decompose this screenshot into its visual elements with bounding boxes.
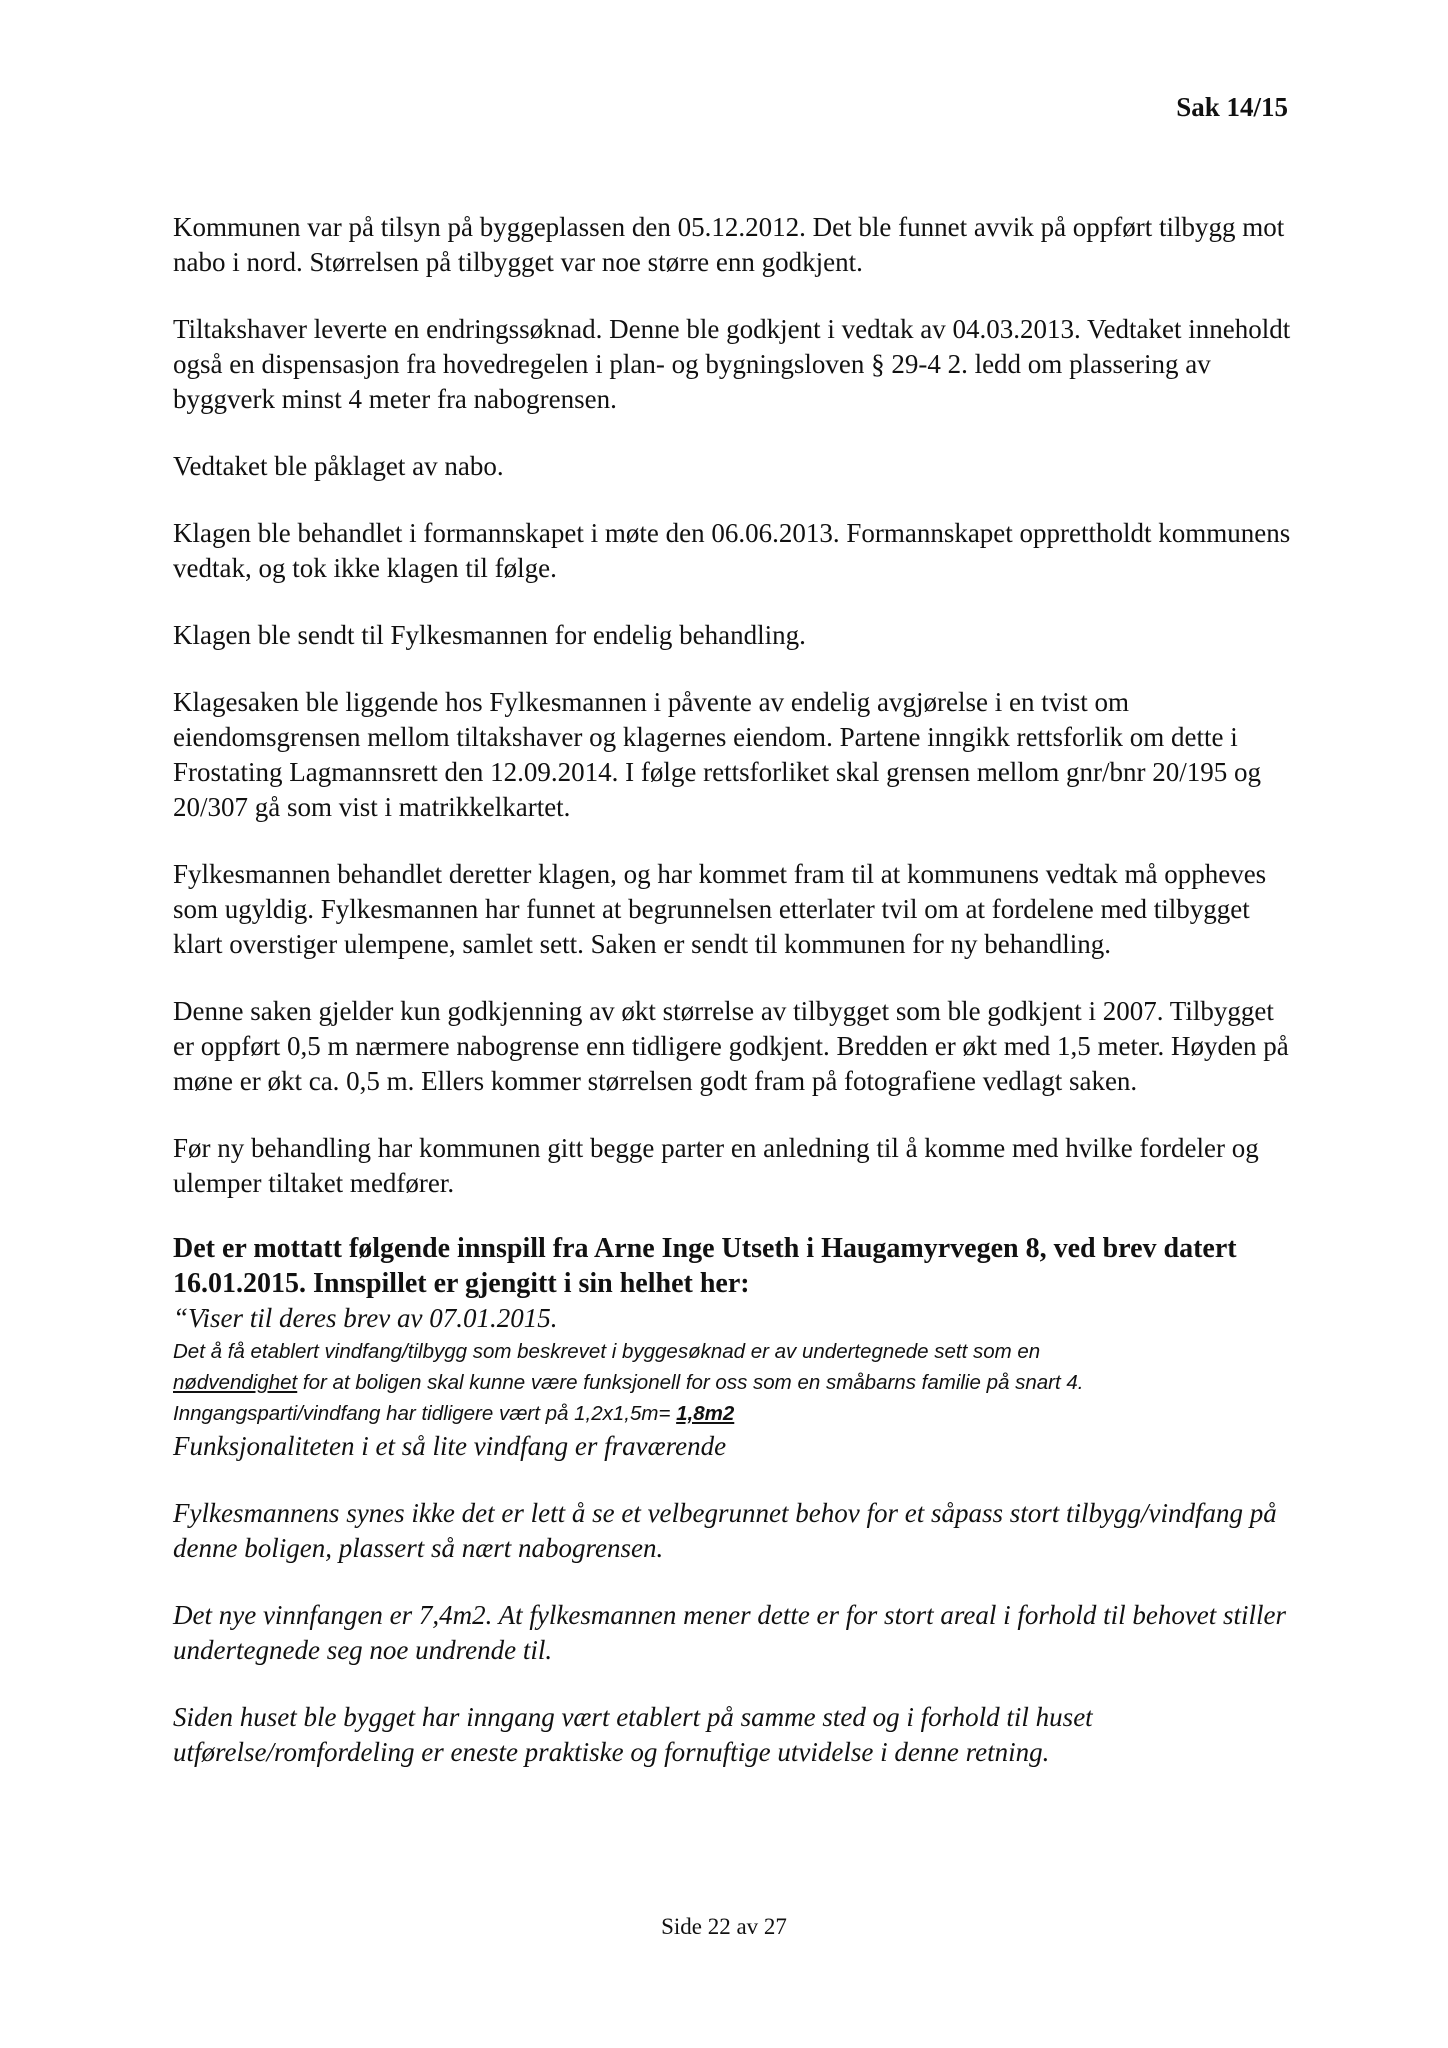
page-footer: Side 22 av 27: [661, 1914, 787, 1939]
quote-sans-line-2-rest: for at boligen skal kunne være funksjonell for oss som en småbarns familie på snart 4.: [297, 1371, 1084, 1394]
quote-new-area: Det nye vinnfangen er 7,4m2. At fylkesmannen mener dette er for stort areal i forhold til behovet stiller undertegnede seg noe undrende til.: [173, 1600, 1287, 1665]
paragraph-committee: Klagen ble behandlet i formannskapet i møte den 06.06.2013. Formannskapet opprettholdt kommunens vedtak, og tok ikke klagen til følge.: [173, 518, 1291, 583]
quote-sans-line-3-start: Inngangsparti/vindfang har tidligere vært på 1,2x1,5m=: [173, 1402, 677, 1425]
quote-entrance-history: Siden huset ble bygget har inngang vært etablert på samme sted og i forhold til huset utførelse/romfordeling er eneste praktiske og fornuftige utvidelse i denne retning.: [173, 1702, 1093, 1767]
quote-county-view: Fylkesmannens synes ikke det er lett å se et velbegrunnet behov for et såpass stort tilbygg/vindfang på denne boligen, plassert så nært nabogrensen.: [173, 1498, 1277, 1563]
area-value: 1,8m2: [676, 1402, 735, 1425]
paragraph-new-processing: Før ny behandling har kommunen gitt begge parter en anledning til å komme med hvilke fordeler og ulemper tiltaket medfører.: [173, 1133, 1259, 1198]
paragraph-boundary-dispute: Klagesaken ble liggende hos Fylkesmannen i påvente av endelig avgjørelse i en tvist om eiendomsgrensen mellom tiltakshaver og klagernes eiendom. Partene inngikk rettsforlik om dette i Frostating Lagmannsrett den 12.09.2014. I følge rettsforliket skal grensen mellom gnr/bnr 20/195 og 20/307 gå som vist i matrikkelkartet.: [173, 687, 1262, 822]
paragraph-sent-to-county: Klagen ble sendt til Fylkesmannen for endelig behandling.: [173, 620, 806, 650]
document-body: [173, 210, 1293, 1770]
case-reference: Sak 14/15: [1176, 92, 1288, 122]
quote-sans-line-1: Det å få etablert vindfang/tilbygg som beskrevet i byggesøknad er av undertegnede sett som en: [173, 1340, 1041, 1363]
quote-functionality: Funksjonaliteten i et så lite vindfang er fraværende: [173, 1431, 727, 1461]
submission-heading: Det er mottatt følgende innspill fra Arne Inge Utseth i Haugamyrvegen 8, ved brev datert 16.01.2015. Innspillet er gjengitt i sin helhet her:: [173, 1233, 1237, 1299]
quote-sans-line-3: [173, 1398, 1293, 1429]
paragraph-change-application: Tiltakshaver leverte en endringssøknad. Denne ble godkjent i vedtak av 04.03.2013. Vedtaket inneholdt også en dispensasjon fra hovedregelen i plan- og bygningsloven § 29-4 2. ledd om plassering av byggverk minst 4 meter fra nabogrensen.: [173, 314, 1291, 414]
paragraph-county-decision: Fylkesmannen behandlet deretter klagen, og har kommet fram til at kommunens vedtak må oppheves som ugyldig. Fylkesmannen har funnet at begrunnelsen etterlater tvil om at fordelene med tilbygget klart overstiger ulempene, samlet sett. Saken er sendt til kommunen for ny behandling.: [173, 859, 1267, 959]
quote-sans-line-2: [173, 1367, 1293, 1398]
quote-intro: “Viser til deres brev av 07.01.2015.: [173, 1303, 558, 1333]
paragraph-inspection: Kommunen var på tilsyn på byggeplassen den 05.12.2012. Det ble funnet avvik på oppført tilbygg mot nabo i nord. Størrelsen på tilbygget var noe større enn godkjent.: [173, 212, 1285, 277]
paragraph-case-scope: Denne saken gjelder kun godkjenning av økt størrelse av tilbygget som ble godkjent i 2007. Tilbygget er oppført 0,5 m nærmere nabogrense enn tidligere godkjent. Bredden er økt med 1,5 meter. Høyden på møne er økt ca. 0,5 m. Ellers kommer størrelsen godt fram på fotografiene vedlagt saken.: [173, 996, 1289, 1096]
paragraph-appeal: Vedtaket ble påklaget av nabo.: [173, 451, 504, 481]
necessity-underlined: nødvendighet: [173, 1371, 298, 1394]
